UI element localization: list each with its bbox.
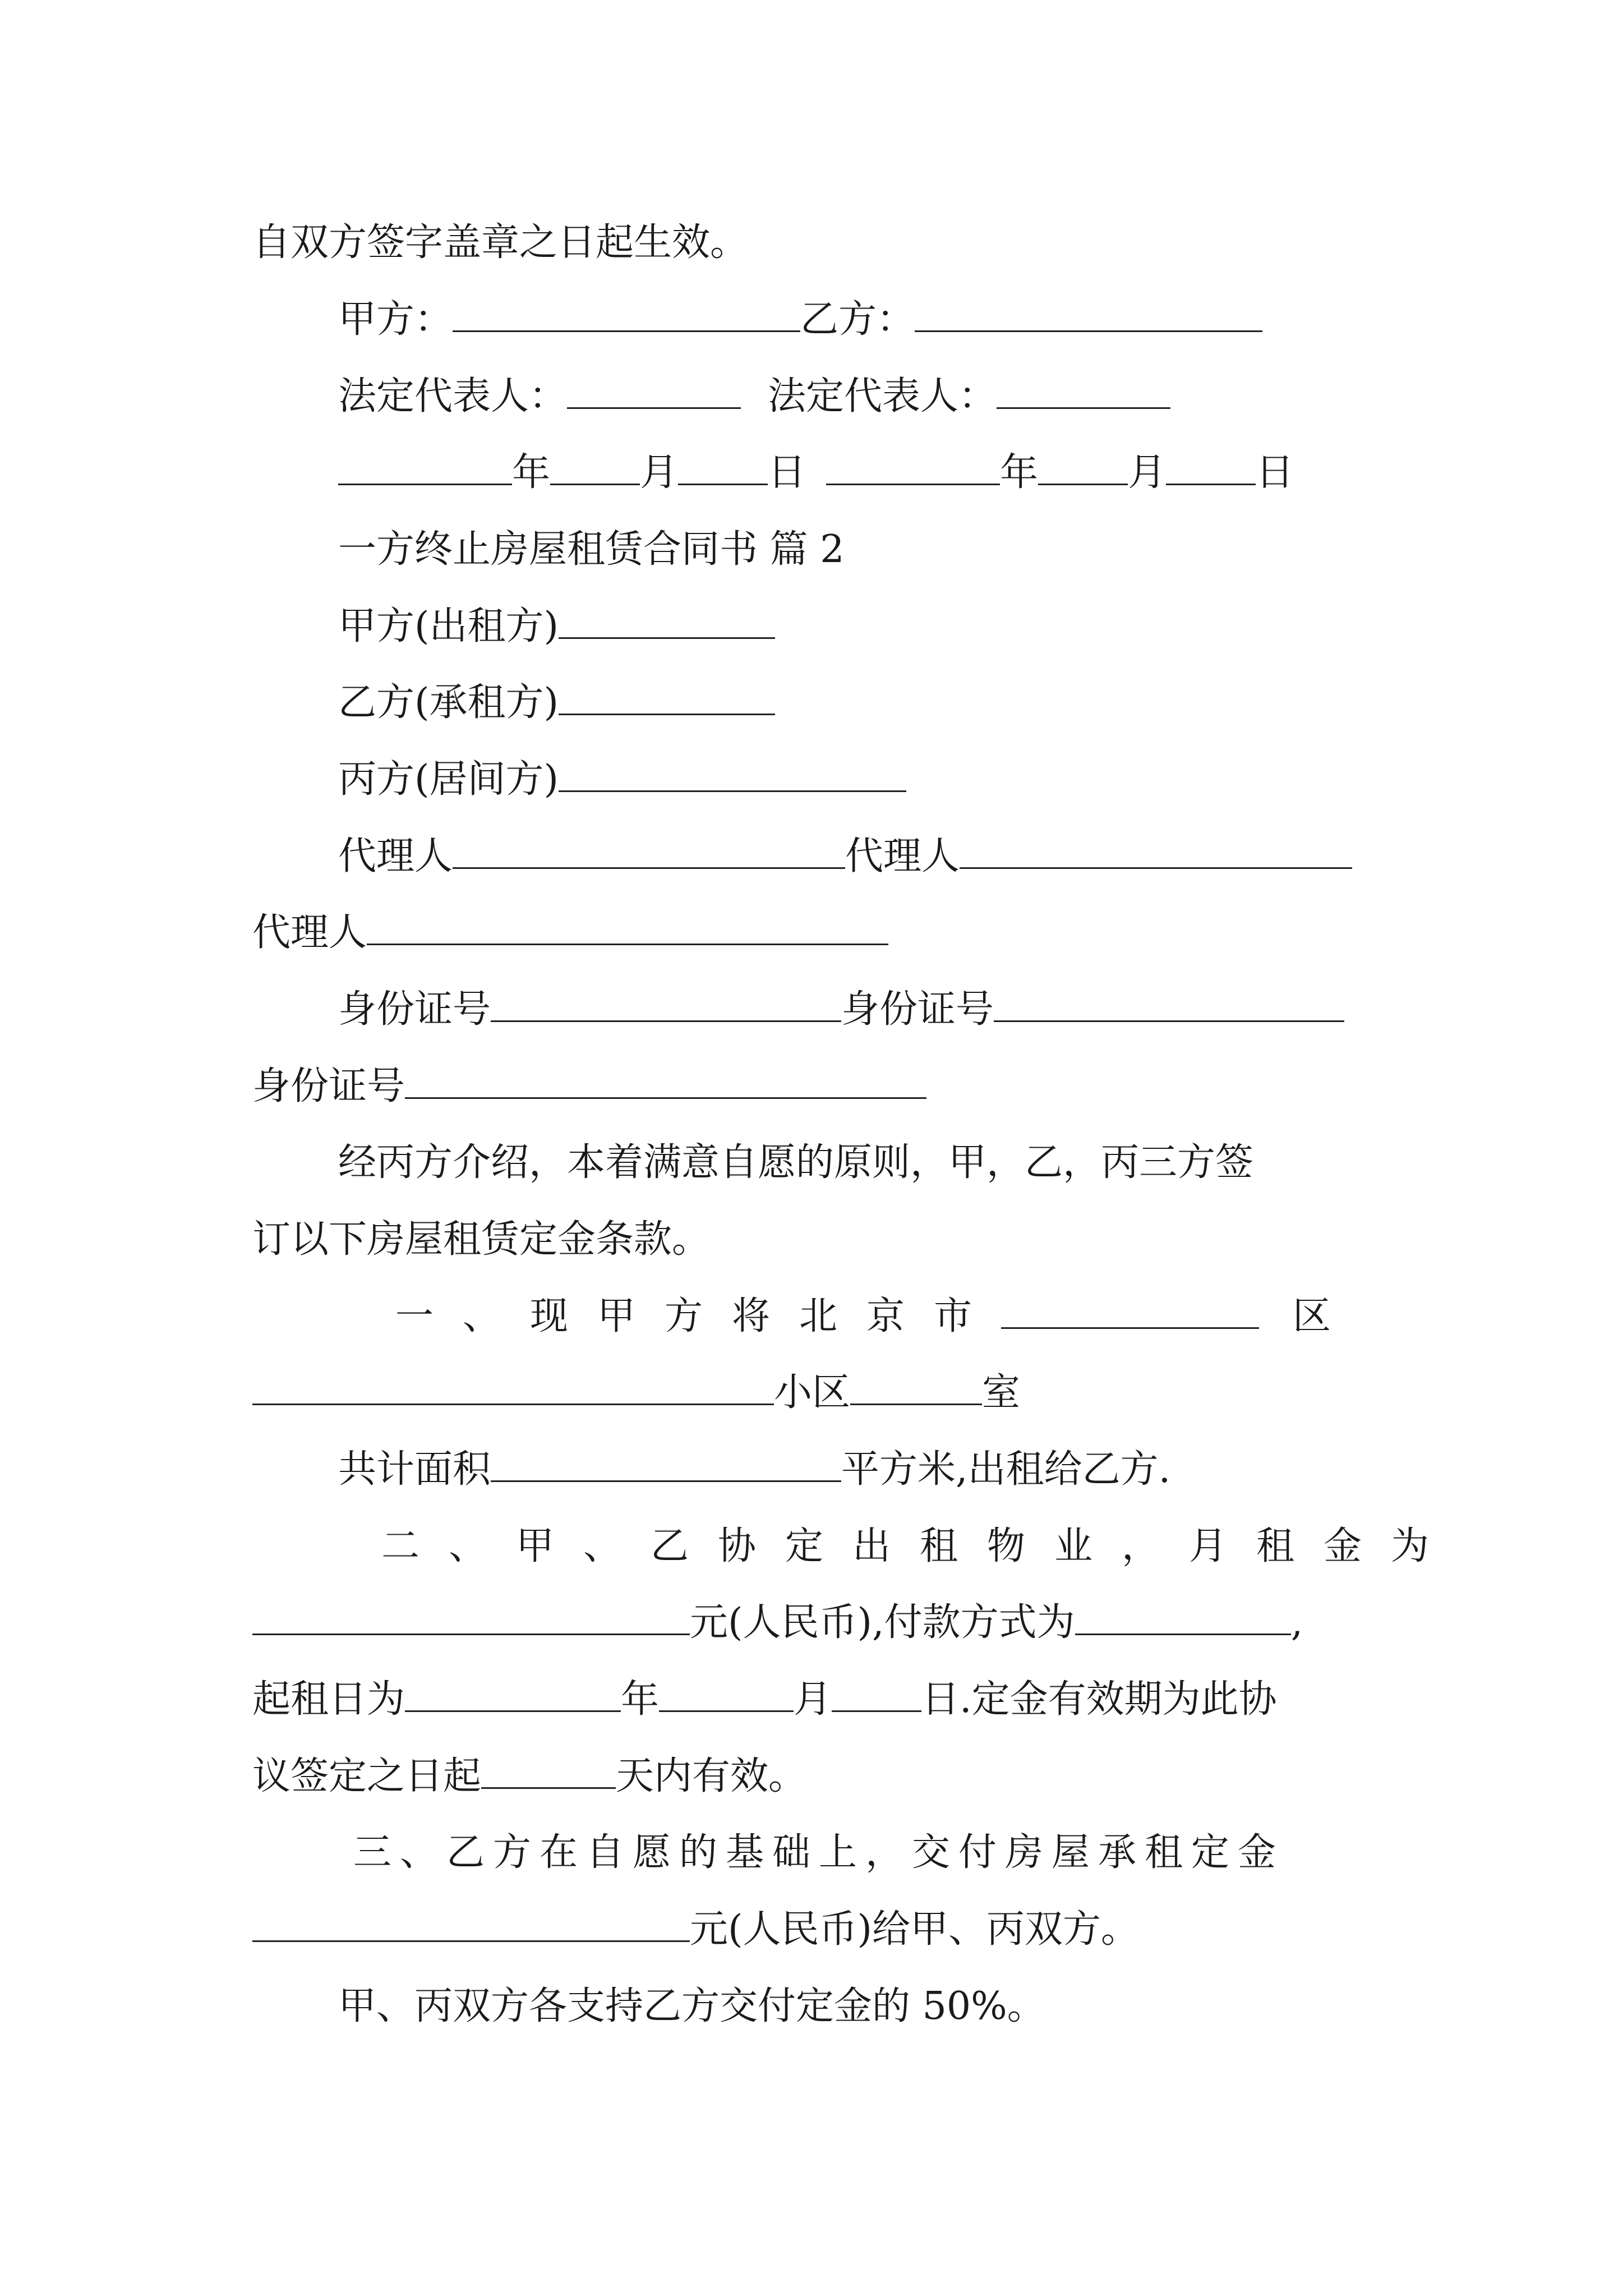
- start-date-label: 起租日为: [252, 1677, 405, 1722]
- month-label: 月: [794, 1677, 832, 1722]
- validity-days-blank[interactable]: [481, 1754, 616, 1789]
- start-month-blank[interactable]: [659, 1677, 794, 1712]
- id-c-blank[interactable]: [405, 1064, 926, 1099]
- clause-2-line-4: [252, 1751, 806, 1802]
- clause-2-line-2: [252, 1598, 1303, 1648]
- lessor-label: 甲方(出租方): [338, 604, 559, 648]
- intermediary-row: [338, 754, 906, 805]
- district-blank[interactable]: [1001, 1294, 1259, 1329]
- id-label: 身份证号: [252, 1064, 405, 1108]
- day-a-blank[interactable]: [678, 450, 768, 485]
- clause-1-line-2: [252, 1368, 1020, 1418]
- legal-rep-row: [338, 371, 1170, 422]
- day-b-blank[interactable]: [1166, 450, 1256, 485]
- section-title: 一方终止房屋租赁合同书 篇 2: [338, 527, 845, 572]
- signing-date-row: [338, 448, 1294, 498]
- effective-clause: 自双方签字盖章之日起生效。: [252, 220, 749, 265]
- agent-label: 代理人: [845, 834, 960, 878]
- lessor-blank[interactable]: [559, 604, 775, 639]
- month-a-blank[interactable]: [550, 450, 640, 485]
- party-a-label: 甲方：: [338, 297, 453, 342]
- area-row: [338, 1444, 1170, 1495]
- clause-2-line-3: [252, 1674, 1277, 1725]
- deposit-amount-blank[interactable]: [252, 1907, 690, 1942]
- legal-rep-a-blank[interactable]: [567, 374, 741, 409]
- intro-paragraph-line-1: 经丙方介绍，本着满意自愿的原则，甲，乙，丙三方签: [338, 1140, 1254, 1185]
- validity-end-text: 天内有效。: [616, 1754, 807, 1798]
- agent-label: 代理人: [338, 834, 453, 878]
- validity-text: 日.定金有效期为此协: [921, 1677, 1277, 1722]
- comma-text: ,: [1290, 1600, 1303, 1645]
- clause-1-line-1: [395, 1291, 1331, 1342]
- day-label: 日: [1256, 450, 1294, 495]
- community-label: 小区: [774, 1370, 851, 1415]
- party-a-blank[interactable]: [453, 297, 800, 332]
- lessor-row: [338, 601, 775, 652]
- year-label: 年: [512, 450, 551, 495]
- clause-2-text: 二、甲、乙协定出租物业，月租金为: [381, 1524, 1459, 1568]
- month-label: 月: [640, 450, 679, 495]
- lessee-blank[interactable]: [559, 680, 775, 715]
- legal-rep-a-label: 法定代表人：: [338, 374, 568, 418]
- validity-start-text: 议签定之日起: [252, 1754, 482, 1798]
- intro-paragraph-line-2: 订以下房屋租赁定金条款。: [252, 1217, 711, 1262]
- agent-c-blank[interactable]: [367, 910, 888, 945]
- party-b-label: 乙方：: [800, 297, 915, 342]
- intermediary-blank[interactable]: [559, 757, 906, 792]
- year-a-blank[interactable]: [338, 450, 512, 485]
- day-label: 日: [768, 450, 806, 495]
- community-blank[interactable]: [252, 1370, 774, 1405]
- id-row-1: [338, 984, 1344, 1035]
- rent-amount-blank[interactable]: [252, 1600, 690, 1635]
- id-label: 身份证号: [841, 987, 994, 1032]
- clause-1-text: 一、现甲方将北京市: [395, 1294, 1002, 1338]
- clause-3-line-2: [252, 1904, 1139, 1955]
- agent-row-2: [252, 908, 888, 958]
- deposit-support-text: 甲、丙双方各支持乙方交付定金的 50%。: [338, 1984, 1045, 2028]
- room-label: 室: [982, 1370, 1021, 1415]
- year-label: 年: [621, 1677, 660, 1722]
- month-b-blank[interactable]: [1038, 450, 1128, 485]
- rent-currency-text: 元(人民币),付款方式为: [690, 1600, 1075, 1645]
- agent-label: 代理人: [252, 910, 367, 955]
- id-label: 身份证号: [338, 987, 491, 1032]
- id-a-blank[interactable]: [491, 987, 841, 1022]
- intermediary-label: 丙方(居间方): [338, 757, 559, 802]
- district-label: 区: [1293, 1294, 1331, 1338]
- clause-3-text: 三、乙方在自愿的基础上，交付房屋承租定金: [353, 1830, 1285, 1875]
- agent-row-1: [338, 831, 1352, 882]
- payment-method-blank[interactable]: [1075, 1600, 1291, 1635]
- room-blank[interactable]: [850, 1370, 982, 1405]
- lessee-label: 乙方(承租方): [338, 680, 559, 725]
- party-b-blank[interactable]: [915, 297, 1262, 332]
- legal-rep-b-blank[interactable]: [997, 374, 1170, 409]
- start-day-blank[interactable]: [832, 1677, 921, 1712]
- area-label: 共计面积: [338, 1447, 491, 1492]
- year-b-blank[interactable]: [826, 450, 1000, 485]
- area-blank[interactable]: [491, 1447, 841, 1482]
- legal-rep-b-label: 法定代表人：: [768, 374, 997, 418]
- agent-b-blank[interactable]: [960, 834, 1352, 869]
- lessee-row: [338, 678, 775, 728]
- signature-parties-row: [338, 295, 1262, 345]
- month-label: 月: [1128, 450, 1166, 495]
- start-year-blank[interactable]: [405, 1677, 621, 1712]
- clause-3-line-1: [353, 1828, 1284, 1878]
- clause-2-line-1: [381, 1521, 1458, 1572]
- deposit-currency-text: 元(人民币)给甲、丙双方。: [690, 1907, 1140, 1952]
- id-b-blank[interactable]: [994, 987, 1344, 1022]
- area-unit-text: 平方米,出租给乙方.: [841, 1447, 1171, 1492]
- agent-a-blank[interactable]: [453, 834, 845, 869]
- year-label: 年: [1000, 450, 1039, 495]
- id-row-2: [252, 1061, 926, 1112]
